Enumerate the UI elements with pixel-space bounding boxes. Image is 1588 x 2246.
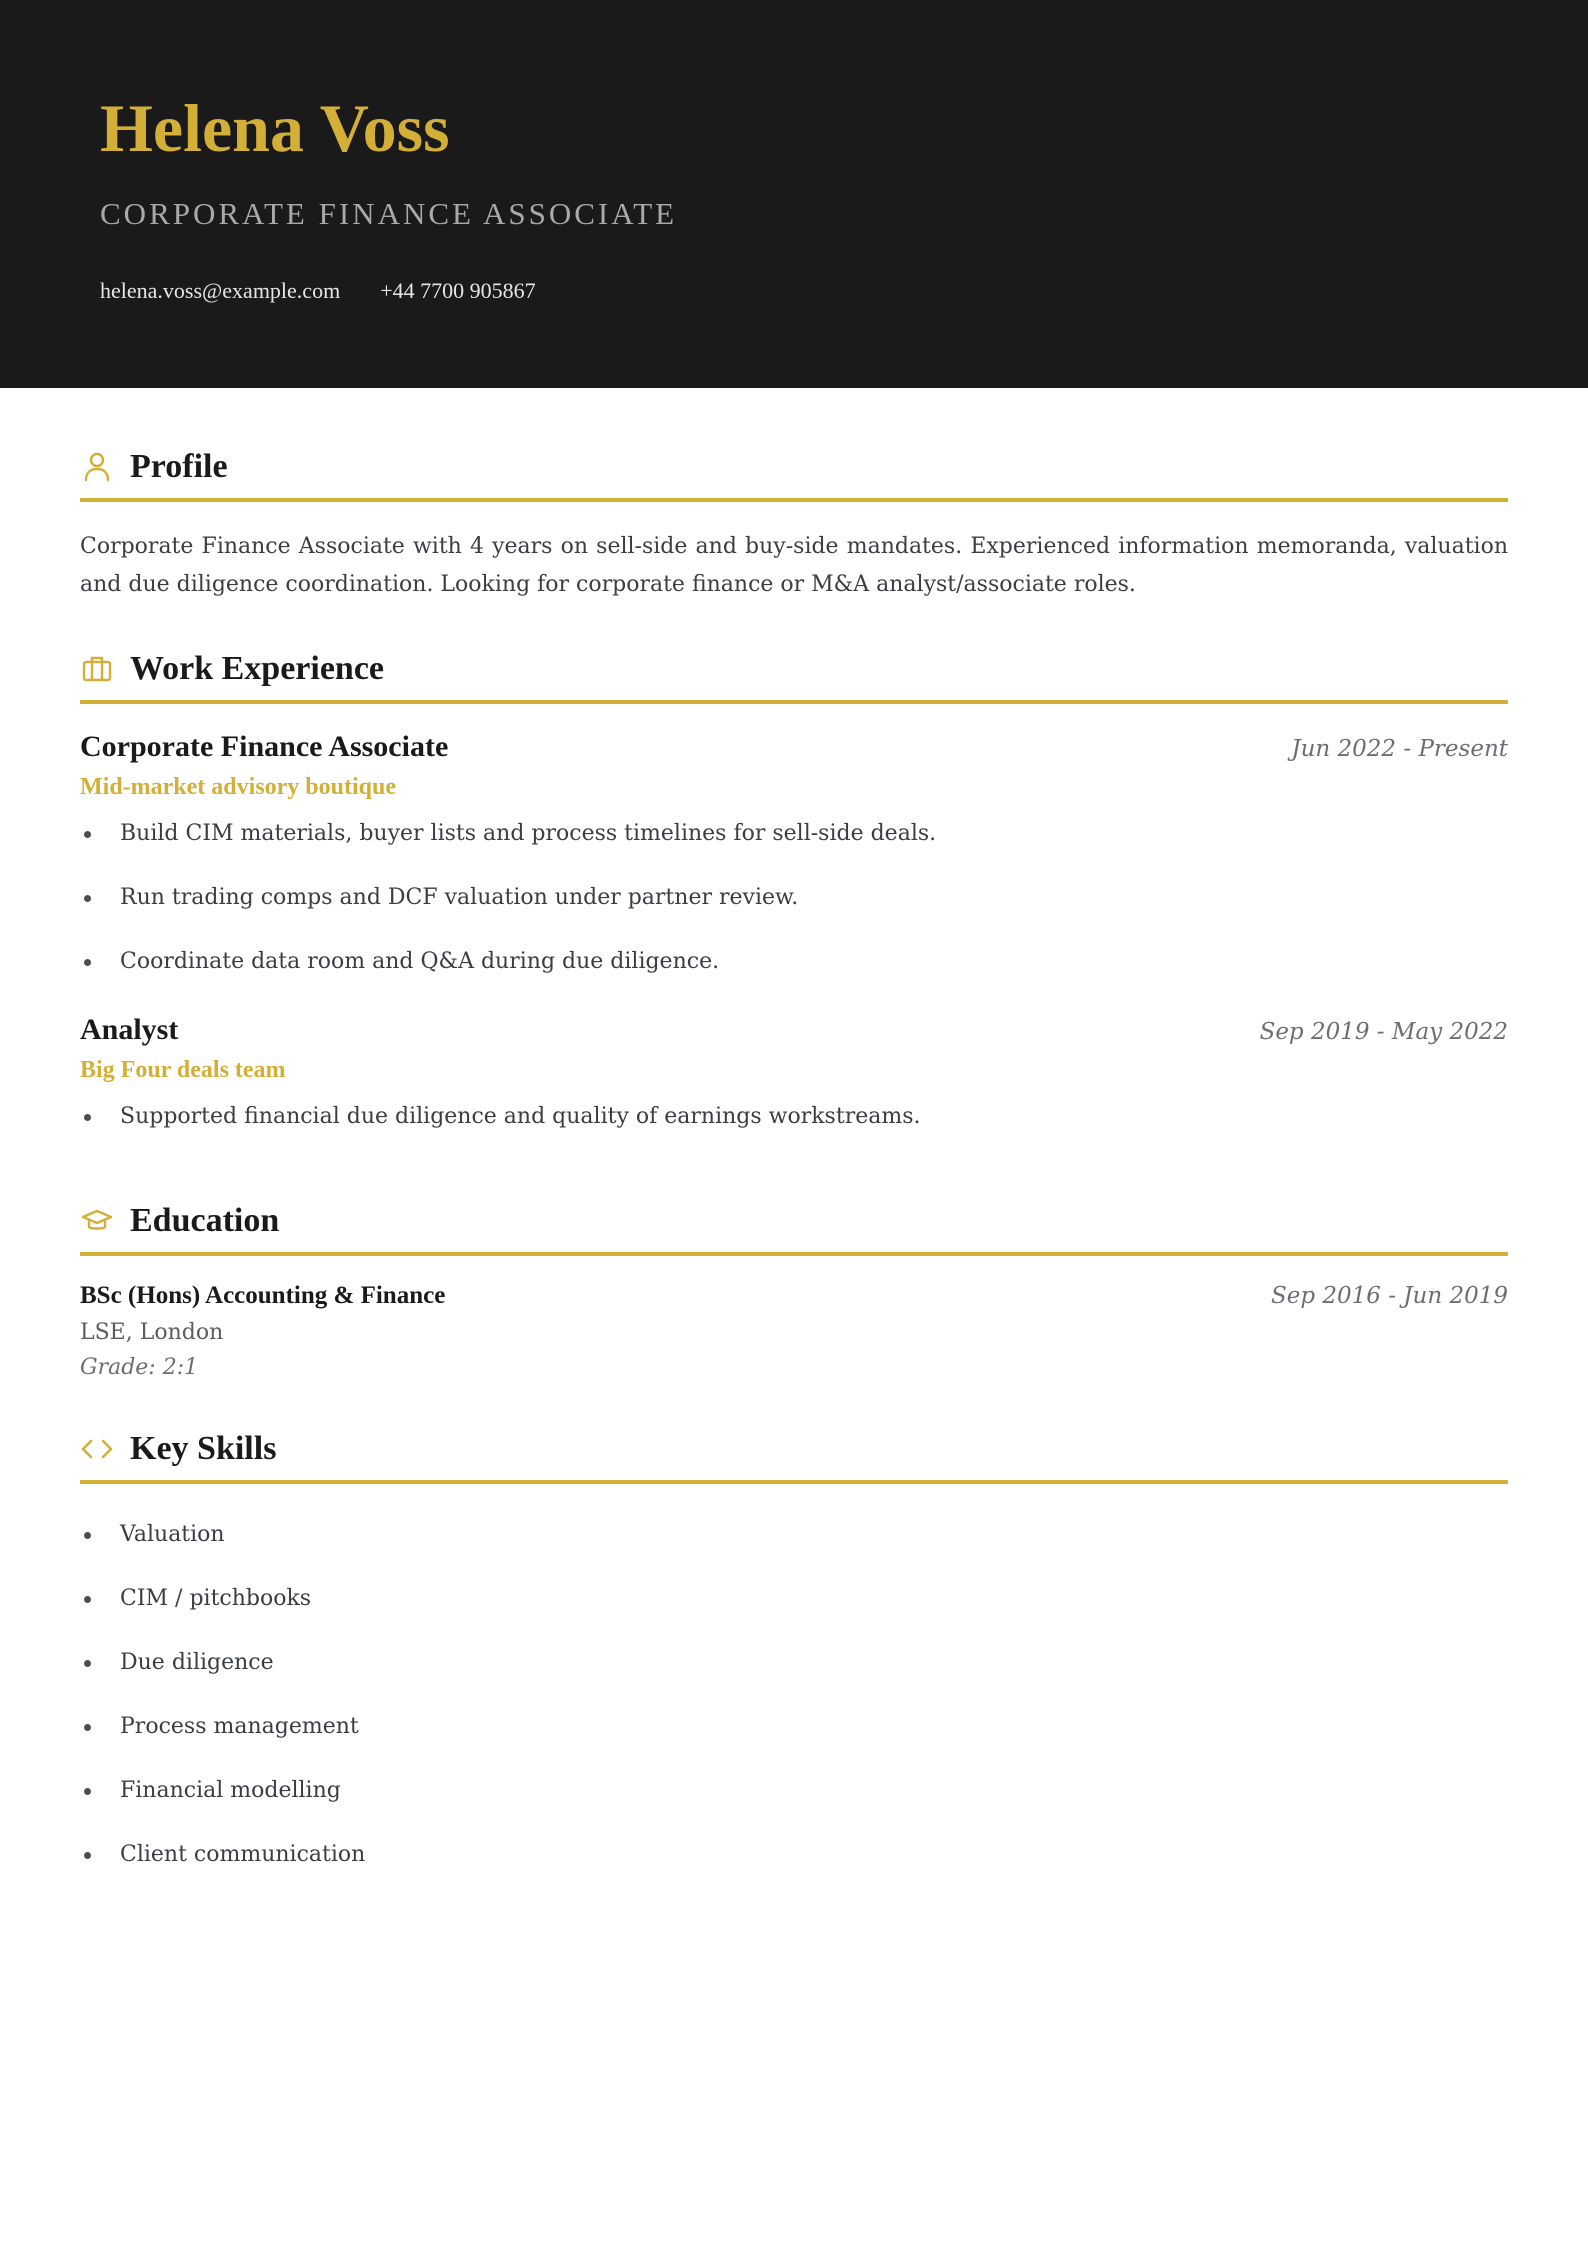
education-dates: Sep 2016 - Jun 2019 [1270,1283,1508,1309]
list-item: Due diligence [80,1648,1508,1678]
experience-section [80,650,1508,1132]
skills-list [80,1510,1508,1870]
contact-info [100,278,1488,304]
list-item: Financial modelling [80,1776,1508,1806]
education-header [80,1282,1508,1310]
job-role: Analyst [80,1013,179,1046]
list-item: CIM / pitchbooks [80,1584,1508,1614]
job-company: Mid-market advisory boutique [80,774,397,800]
contact-email[interactable]: helena.voss@example.com [100,278,341,303]
job-bullets [80,819,1508,977]
job-dates: Jun 2022 - Present [1291,736,1508,762]
profile-heading-row [80,448,1508,502]
skills-heading: Key Skills [130,1430,277,1467]
education-grade: Grade: 2:1 [80,1355,199,1380]
list-item: Client communication [80,1840,1508,1870]
candidate-name: Helena Voss [100,90,450,166]
skills-section [80,1430,1508,1870]
experience-heading-row [80,650,1508,704]
list-item: Coordinate data room and Q&A during due diligence. [80,947,1508,977]
job-header [80,730,1508,764]
candidate-title: CORPORATE FINANCE ASSOCIATE [100,196,678,231]
list-item: Valuation [80,1520,1508,1550]
code-icon [80,1432,114,1466]
list-item: Process management [80,1712,1508,1742]
experience-heading: Work Experience [130,650,385,687]
profile-section [80,448,1508,604]
profile-summary: Corporate Finance Associate with 4 years on sell-side and buy-side mandates. Experienced information memoranda, valuation and due diligence coordination. Looking for corporate finance or M&A analyst/associate roles. [80,534,1508,597]
skills-heading-row [80,1430,1508,1484]
job-bullets [80,1102,1508,1132]
list-item: Supported financial due diligence and quality of earnings workstreams. [80,1102,1508,1132]
education-degree: BSc (Hons) Accounting & Finance [80,1282,446,1309]
briefcase-icon [80,652,114,686]
education-section [80,1202,1508,1380]
education-heading: Education [130,1202,280,1239]
contact-phone[interactable]: +44 7700 905867 [380,278,536,303]
education-heading-row [80,1202,1508,1256]
graduation-cap-icon [80,1204,114,1238]
job-dates: Sep 2019 - May 2022 [1259,1019,1508,1045]
resume-header [0,0,1588,388]
resume-body [0,388,1588,1870]
education-school: LSE, London [80,1320,224,1345]
profile-heading: Profile [130,448,228,485]
job-header [80,1013,1508,1047]
list-item: Build CIM materials, buyer lists and process timelines for sell-side deals. [80,819,1508,849]
user-icon [80,450,114,484]
job-company: Big Four deals team [80,1057,286,1083]
job-entry [80,1013,1508,1132]
list-item: Run trading comps and DCF valuation under partner review. [80,883,1508,913]
job-role: Corporate Finance Associate [80,730,449,763]
job-entry [80,730,1508,977]
